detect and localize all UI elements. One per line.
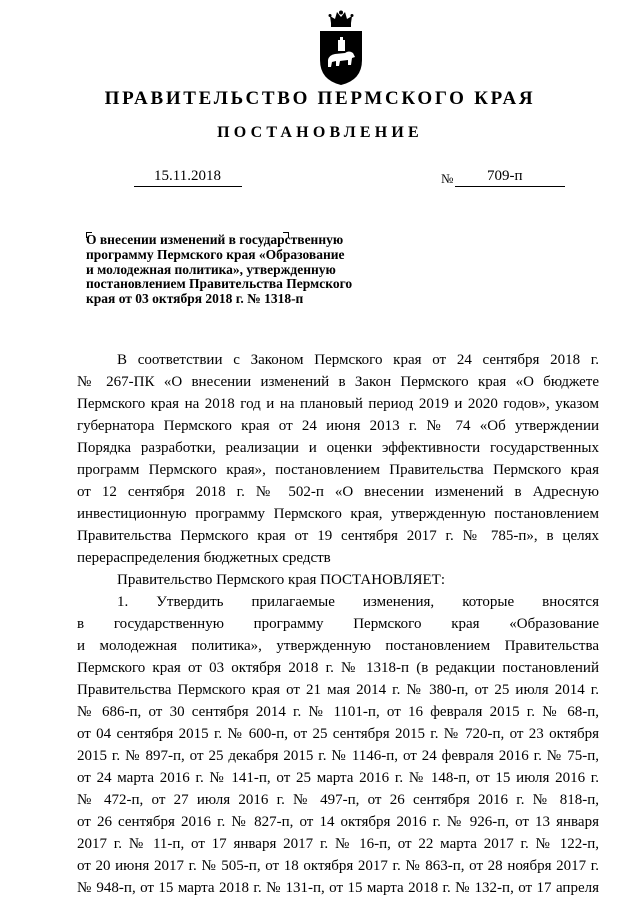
body-line: № 948-п, от 15 марта 2018 г. № 131-п, от 15 марта 2018 г. № 132-п, от 17 апреля — [77, 880, 599, 896]
body-line: 2017 г. № 11-п, от 17 января 2017 г. № 16-п, от 22 марта 2017 г. № 122-п, — [77, 836, 599, 852]
body-line: программ Пермского края», постановлением Правительства Пермского края — [77, 462, 599, 478]
body-line: 2015 г. № 897-п, от 25 декабря 2015 г. № 1146-п, от 24 февраля 2016 г. № 75-п, — [77, 748, 599, 764]
subject-line: и молодежная политика», утвержденную — [86, 261, 336, 277]
document-number: 709-п — [487, 168, 523, 184]
subject-block — [86, 233, 406, 307]
body-line: № 472-п, от 27 июля 2016 г. № 497-п, от 26 сентября 2016 г. № 818-п, — [77, 792, 599, 808]
body-line: 1. Утвердить прилагаемые изменения, которые вносятся — [117, 594, 599, 610]
subject-line: постановлением Правительства Пермского — [86, 276, 353, 292]
body-line: от 04 сентября 2015 г. № 600-п, от 25 сентября 2015 г. № 720-п, от 23 октября — [77, 726, 599, 742]
body-line: от 20 июня 2017 г. № 505-п, от 18 октября 2017 г. № 863-п, от 28 ноября 2017 г. — [77, 858, 599, 874]
coat-of-arms-icon — [318, 10, 364, 86]
body-line: перераспределения бюджетных средств — [77, 550, 331, 566]
body-line: от 24 марта 2016 г. № 141-п, от 25 марта 2016 г. № 148-п, от 15 июля 2016 г. — [77, 770, 599, 786]
subject-line: О внесении изменений в государственную — [86, 232, 344, 247]
body-line: Пермского края от 03 октября 2018 г. № 1318-п (в редакции постановлений — [77, 660, 599, 676]
body-line: от 26 сентября 2016 г. № 827-п, от 14 октября 2016 г. № 926-п, от 13 января — [77, 814, 599, 830]
body-line: В соответствии с Законом Пермского края от 24 сентября 2018 г. — [117, 352, 599, 368]
body-line: инвестиционную программу Пермского края, утвержденную постановлением — [77, 506, 599, 522]
body-line: № 686-п, от 30 сентября 2014 г. № 1101-п, от 16 февраля 2015 г. № 68-п, — [77, 704, 599, 720]
subject-line: программу Пермского края «Образование — [86, 246, 345, 262]
body-line: губернатора Пермского края от 24 июня 2013 г. № 74 «Об утверждении — [77, 418, 599, 434]
body-line: Правительства Пермского края от 19 сентября 2017 г. № 785-п», в целях — [77, 528, 599, 544]
subject-line: края от 03 октября 2018 г. № 1318-п — [86, 291, 304, 307]
body-line: Правительства Пермского края от 21 мая 2014 г. № 380-п, от 25 июля 2014 г. — [77, 682, 599, 698]
body-line: от 12 сентября 2018 г. № 502-п «О внесении изменений в Адресную — [77, 484, 599, 500]
number-label: № — [441, 171, 454, 186]
body-line: в государственную программу Пермского края «Образование — [77, 616, 599, 632]
number-field — [455, 168, 565, 187]
date-field — [134, 168, 242, 187]
body-line: Порядка разработки, реализации и оценки эффективности государственных — [77, 440, 599, 456]
body-line: № 267-ПК «О внесении изменений в Закон Пермского края «О бюджете — [77, 374, 599, 390]
organization-title: ПРАВИТЕЛЬСТВО ПЕРМСКОГО КРАЯ — [104, 88, 536, 109]
document-type: ПОСТАНОВЛЕНИЕ — [217, 124, 423, 141]
document-date: 15.11.2018 — [154, 168, 221, 184]
body-line: и молодежная политика», утвержденную постановлением Правительства — [77, 638, 599, 654]
body-line: Правительство Пермского края ПОСТАНОВЛЯЕТ: — [117, 572, 446, 588]
body-line: Пермского края на 2018 год и на плановый период 2019 и 2020 годов», указом — [77, 396, 599, 412]
